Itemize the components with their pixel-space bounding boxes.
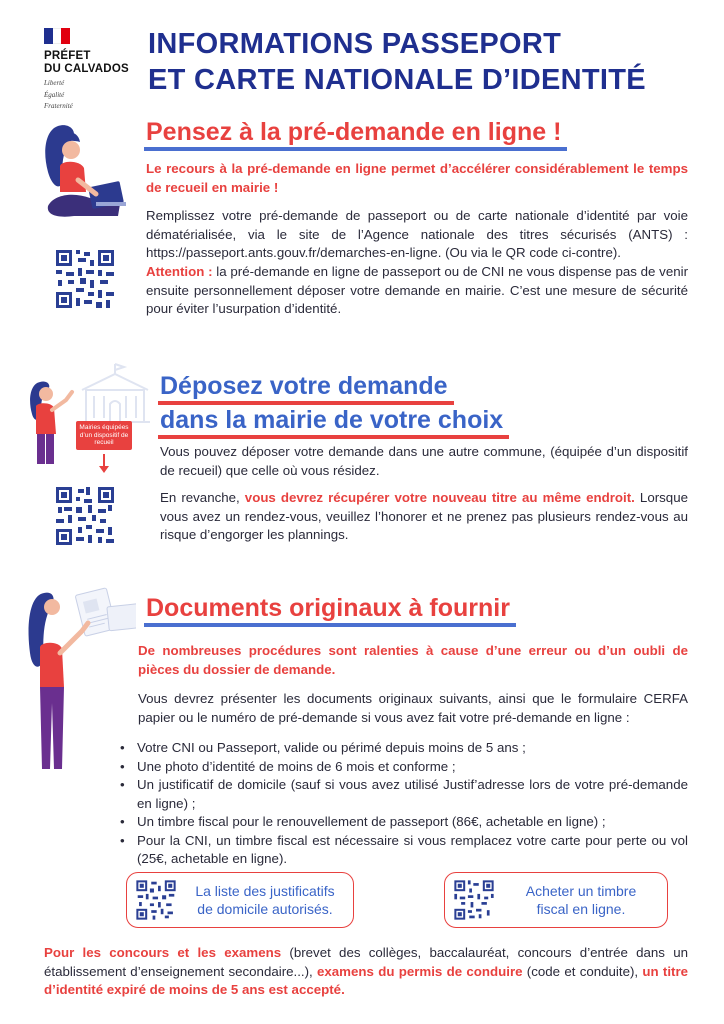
section2-title xyxy=(160,371,503,435)
callout-mairies: Mairies équipées d’un dispositif de recueil xyxy=(76,421,132,450)
para2-end: Lorsque vous avez un rendez-vous, veuillez l’honorer et ne prenez pas plusieurs rendez-vous au risque d’engorger les plannings. xyxy=(160,490,688,542)
qr-code-icon xyxy=(135,879,177,921)
section1-lead: Le recours à la pré-demande en ligne permet d’accélérer considérablement le temps de recueil en mairie ! xyxy=(146,161,688,195)
attention-label: Attention : xyxy=(146,264,213,279)
attention-text: la pré-demande en ligne de passeport ou de CNI ne vous dispense pas de venir ensuite personnellement déposer votre demande en mairie. C’est une mesure de sécurité pour éviter l’usurpation d’identité. xyxy=(146,264,688,316)
documents-list xyxy=(117,739,688,869)
prefecture-logo xyxy=(44,28,144,111)
town-hall-illustration xyxy=(70,360,160,430)
footer-part4: (code et conduite), xyxy=(522,963,643,979)
list-item: • Pour la CNI, un timbre fiscal est nécessaire si vous remplacez votre carte pour perte ou vol (25€, achetable en ligne). xyxy=(117,832,688,869)
page-title xyxy=(148,26,708,98)
section2-paragraph1: Vous pouvez déposer votre demande dans une autre commune, (équipée d’un dispositif de recueil) que celle où vous résidez. xyxy=(160,444,688,478)
justificatifs-link-box[interactable] xyxy=(126,872,354,928)
timbre-link-box[interactable] xyxy=(444,872,668,928)
timbre-link-text[interactable] xyxy=(495,882,667,918)
motto-fraternite: Fraternité xyxy=(44,102,73,110)
motto-liberte: Liberté xyxy=(44,79,65,87)
section1-attention xyxy=(146,263,688,319)
link-text-line2: de domicile autorisés. xyxy=(197,901,333,917)
para2-emphasis: vous devrez récupérer votre nouveau titre au même endroit. xyxy=(244,490,635,505)
link-text-line1: Acheter un timbre xyxy=(525,883,637,899)
qr-code-icon[interactable] xyxy=(54,485,116,547)
marianne-flag-icon xyxy=(44,28,70,44)
prefet-line2: DU CALVADOS xyxy=(44,63,129,75)
arrow-down-icon xyxy=(99,466,109,473)
section1-title: Pensez à la pré-demande en ligne ! xyxy=(146,118,562,146)
woman-pointing-illustration xyxy=(26,378,76,466)
section1-paragraph: Remplissez votre pré-demande de passeport ou de carte nationale d’identité par voie dématérialisée, via le site de l’Agence nationale des titres sécurisés (ANTS) : https://passeport.ants.gouv.fr/demarches-en-ligne. (Ou via le QR code ci-contre). xyxy=(146,208,688,260)
section3-title: Documents originaux à fournir xyxy=(146,594,510,622)
page-title-line1: INFORMATIONS PASSEPORT xyxy=(148,28,562,60)
section2-title-line1: Déposez votre demande xyxy=(160,372,448,400)
motto-egalite: Égalité xyxy=(44,90,65,99)
qr-code-icon xyxy=(453,879,495,921)
list-item: • Une photo d’identité de moins de 6 mois et conforme ; xyxy=(117,758,688,777)
list-item: • Un timbre fiscal pour le renouvellement de passeport (86€, achetable en ligne) ; xyxy=(117,813,688,832)
section2-title-line2: dans la mairie de votre choix xyxy=(160,406,504,434)
footer-note xyxy=(44,944,688,1000)
prefet-line1: PRÉFET xyxy=(44,50,91,62)
link-text-line1: La liste des justificatifs xyxy=(195,883,335,899)
qr-code-icon[interactable] xyxy=(54,248,116,310)
section3-intro: Vous devrez présenter les documents originaux suivants, ainsi que le formulaire CERFA papier ou le numéro de pré-demande si vous avez fait votre pré-demande en ligne : xyxy=(138,691,688,725)
footer-part1: Pour les concours et les examens xyxy=(44,945,282,960)
footer-part2: (brevet des collèges, baccalauréat, concours d’entrée dans un établissement d’enseignement secondaire...), xyxy=(44,945,688,979)
section2-paragraph2 xyxy=(160,489,688,545)
woman-laptop-illustration xyxy=(34,120,134,228)
footer-part3: examens du permis de conduire xyxy=(317,963,523,979)
section3-lead: De nombreuses procédures sont ralenties à cause d’une erreur ou d’un oubli de pièces du dossier de demande. xyxy=(138,643,688,677)
footer-part5: un titre d’identité expiré de moins de 5 ans est accepté. xyxy=(44,963,689,997)
list-item: • Un justificatif de domicile (sauf si vous avez utilisé Justif’adresse lors de votre pré-demande en ligne) ; xyxy=(117,776,688,813)
page-title-line2: ET CARTE NATIONALE D’IDENTITÉ xyxy=(148,64,646,96)
justificatifs-link-text[interactable] xyxy=(177,882,353,918)
list-item: • Votre CNI ou Passeport, valide ou périmé depuis moins de 5 ans ; xyxy=(117,739,688,758)
link-text-line2: fiscal en ligne. xyxy=(536,901,626,917)
para2-start: En revanche, xyxy=(160,490,245,505)
